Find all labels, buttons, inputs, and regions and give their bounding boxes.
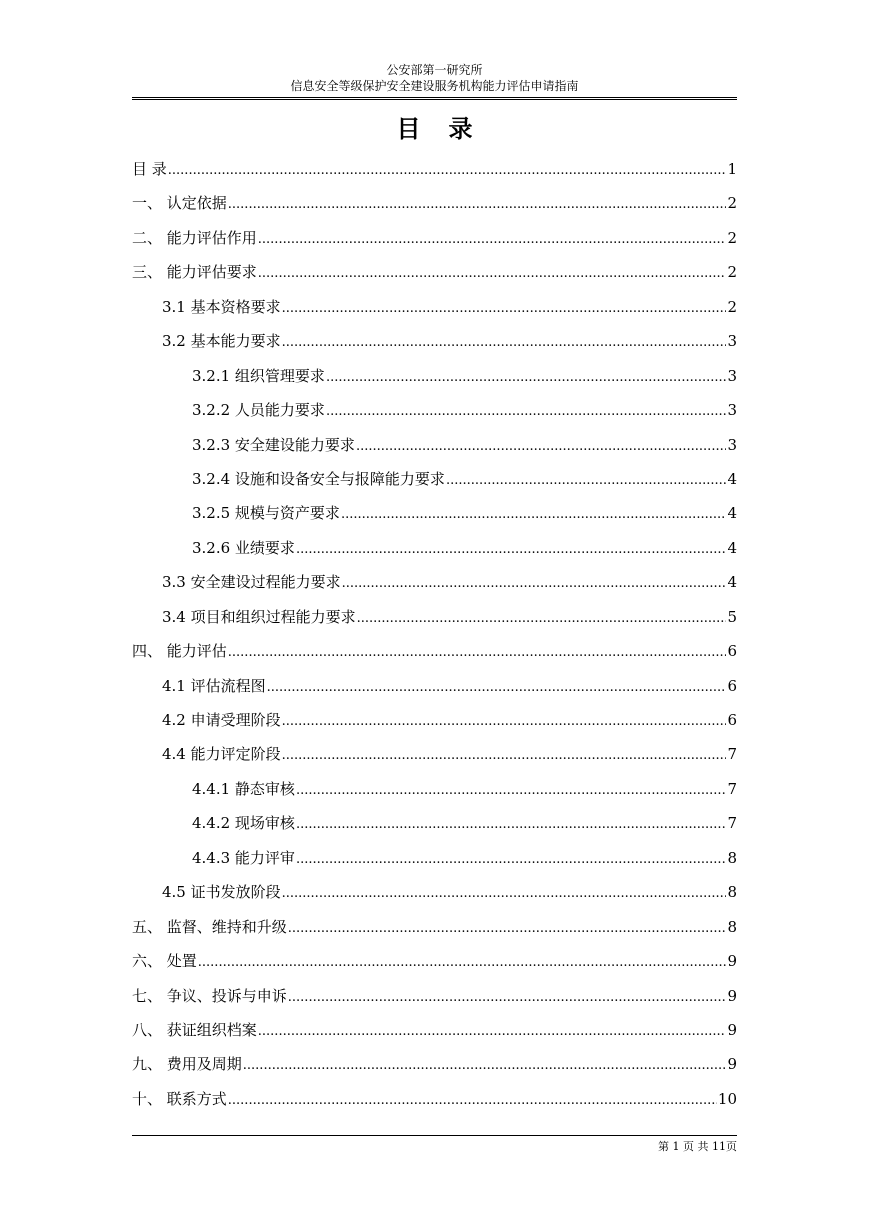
toc-entry-label: 3.2.2 人员能力要求 (192, 401, 325, 420)
toc-dot-leader (357, 602, 727, 636)
toc-entry-page-number: 5 (727, 607, 737, 626)
toc-entry-label: 4.4 能力评定阶段 (162, 745, 281, 764)
toc-entry[interactable] (132, 428, 737, 462)
toc-entry-page-number: 6 (727, 642, 737, 661)
toc-dot-leader (282, 705, 727, 739)
toc-entry-label: 3.2.5 规模与资产要求 (192, 504, 340, 523)
toc-entry[interactable] (132, 944, 737, 978)
toc-entry[interactable] (132, 531, 737, 565)
toc-entry-label: 3.2.4 设施和设备安全与报障能力要求 (192, 469, 445, 488)
toc-entry-page-number: 4 (727, 469, 737, 488)
toc-entry-page-number: 9 (727, 986, 737, 1005)
toc-entry[interactable] (132, 634, 737, 668)
toc-entry-page-number: 10 (717, 1089, 737, 1108)
toc-entry-page-number: 2 (727, 297, 737, 316)
toc-dot-leader (228, 188, 727, 222)
toc-entry[interactable] (132, 496, 737, 530)
toc-entry-label: 七、 争议、投诉与申诉 (132, 986, 287, 1005)
toc-entry[interactable] (132, 806, 737, 840)
toc-dot-leader (288, 912, 727, 946)
toc-entry-label: 十、 联系方式 (132, 1089, 227, 1108)
footer-rule (132, 1135, 737, 1136)
toc-dot-leader (258, 1015, 727, 1049)
toc-entry-page-number: 7 (727, 779, 737, 798)
toc-entry-page-number: 3 (727, 366, 737, 385)
toc-entry[interactable] (132, 1013, 737, 1047)
toc-dot-leader (198, 946, 727, 980)
toc-entry[interactable] (132, 359, 737, 393)
toc-entry-page-number: 1 (727, 160, 737, 178)
header-rule (132, 97, 737, 100)
toc-entry-label: 3.3 安全建设过程能力要求 (162, 573, 341, 592)
toc-entry-page-number: 4 (727, 504, 737, 523)
toc-entry[interactable] (132, 772, 737, 806)
toc-dot-leader (356, 430, 727, 464)
toc-dot-leader (168, 154, 727, 188)
header-organization: 公安部第一研究所 (386, 63, 483, 77)
toc-entry[interactable] (132, 875, 737, 909)
page-number-footer: 第 1 页 共 11页 (658, 1140, 737, 1153)
toc-entry-page-number: 9 (727, 1055, 737, 1074)
toc-entry-label: 3.4 项目和组织过程能力要求 (162, 607, 356, 626)
toc-dot-leader (282, 292, 727, 326)
toc-dot-leader (228, 636, 727, 670)
toc-entry-page-number: 7 (727, 745, 737, 764)
toc-entry-label: 4.2 申请受理阶段 (162, 711, 281, 729)
toc-entry-page-number: 2 (727, 263, 737, 282)
toc-dot-leader (282, 877, 727, 911)
toc-entry-label: 五、 监督、维持和升级 (132, 917, 287, 936)
toc-entry[interactable] (132, 910, 737, 944)
toc-dot-leader (326, 361, 727, 395)
toc-entry[interactable] (132, 669, 737, 703)
toc-entry[interactable] (132, 841, 737, 875)
toc-dot-leader (341, 498, 727, 532)
toc-entry-label: 4.1 评估流程图 (162, 676, 266, 695)
toc-dot-leader (258, 223, 727, 257)
toc-entry-page-number: 2 (727, 228, 737, 247)
toc-dot-leader (288, 981, 727, 1015)
toc-entry-label: 3.2.3 安全建设能力要求 (192, 435, 355, 454)
toc-dot-leader (296, 808, 727, 842)
toc-entry-label: 八、 获证组织档案 (132, 1020, 257, 1039)
toc-entry-page-number: 7 (727, 814, 737, 833)
toc-entry[interactable] (132, 979, 737, 1013)
toc-entry-label: 4.5 证书发放阶段 (162, 883, 281, 902)
toc-dot-leader (258, 257, 727, 291)
toc-entry[interactable] (132, 703, 737, 737)
toc-entry-label: 4.4.3 能力评审 (192, 848, 295, 867)
toc-entry-label: 目 录 (132, 160, 167, 178)
toc-entry-label: 三、 能力评估要求 (132, 263, 257, 282)
toc-entry-page-number: 3 (727, 332, 737, 351)
toc-dot-leader (296, 533, 727, 567)
toc-entry-page-number: 3 (727, 435, 737, 454)
toc-entry[interactable] (132, 1082, 737, 1116)
toc-entry-label: 3.2 基本能力要求 (162, 332, 281, 351)
toc-dot-leader (326, 395, 727, 429)
toc-entry-page-number: 4 (727, 573, 737, 592)
toc-entry[interactable] (132, 1047, 737, 1081)
toc-entry-label: 二、 能力评估作用 (132, 228, 257, 247)
toc-entry-page-number: 4 (727, 538, 737, 557)
toc-entry-label: 一、 认定依据 (132, 194, 227, 213)
running-header (132, 62, 737, 94)
toc-entry-label: 3.2.1 组织管理要求 (192, 366, 325, 385)
toc-entry[interactable] (132, 324, 737, 358)
toc-entry-page-number: 6 (727, 711, 737, 729)
toc-entry[interactable] (132, 462, 737, 496)
toc-dot-leader (296, 843, 727, 877)
table-of-contents (132, 152, 737, 1116)
toc-entry-page-number: 6 (727, 676, 737, 695)
toc-entry[interactable] (132, 290, 737, 324)
header-document-title: 信息安全等级保护安全建设服务机构能力评估申请指南 (290, 79, 579, 93)
toc-entry-label: 4.4.1 静态审核 (192, 779, 295, 798)
toc-entry-label: 4.4.2 现场审核 (192, 814, 295, 833)
toc-dot-leader (342, 567, 727, 601)
toc-entry-page-number: 8 (727, 917, 737, 936)
toc-dot-leader (243, 1049, 727, 1083)
toc-entry-label: 四、 能力评估 (132, 642, 227, 661)
toc-dot-leader (267, 671, 727, 705)
page-title: 目录 (396, 114, 501, 143)
toc-entry[interactable] (132, 600, 737, 634)
toc-entry[interactable] (132, 186, 737, 220)
toc-dot-leader (282, 739, 727, 773)
toc-entry-label: 九、 费用及周期 (132, 1055, 242, 1074)
toc-entry[interactable] (132, 221, 737, 255)
toc-dot-leader (228, 1084, 717, 1118)
toc-dot-leader (296, 774, 727, 808)
toc-entry[interactable] (132, 565, 737, 599)
toc-entry-page-number: 9 (727, 1020, 737, 1039)
toc-entry-page-number: 8 (727, 848, 737, 867)
toc-entry-label: 3.2.6 业绩要求 (192, 538, 295, 557)
toc-entry-label: 六、 处置 (132, 952, 197, 971)
toc-entry[interactable] (132, 737, 737, 771)
toc-entry-page-number: 2 (727, 194, 737, 213)
toc-entry[interactable] (132, 393, 737, 427)
toc-dot-leader (282, 326, 727, 360)
toc-entry-page-number: 8 (727, 883, 737, 902)
toc-entry[interactable] (132, 152, 737, 186)
toc-dot-leader (446, 464, 727, 498)
toc-entry-page-number: 9 (727, 952, 737, 971)
toc-entry-page-number: 3 (727, 401, 737, 420)
toc-entry[interactable] (132, 255, 737, 289)
toc-entry-label: 3.1 基本资格要求 (162, 297, 281, 316)
